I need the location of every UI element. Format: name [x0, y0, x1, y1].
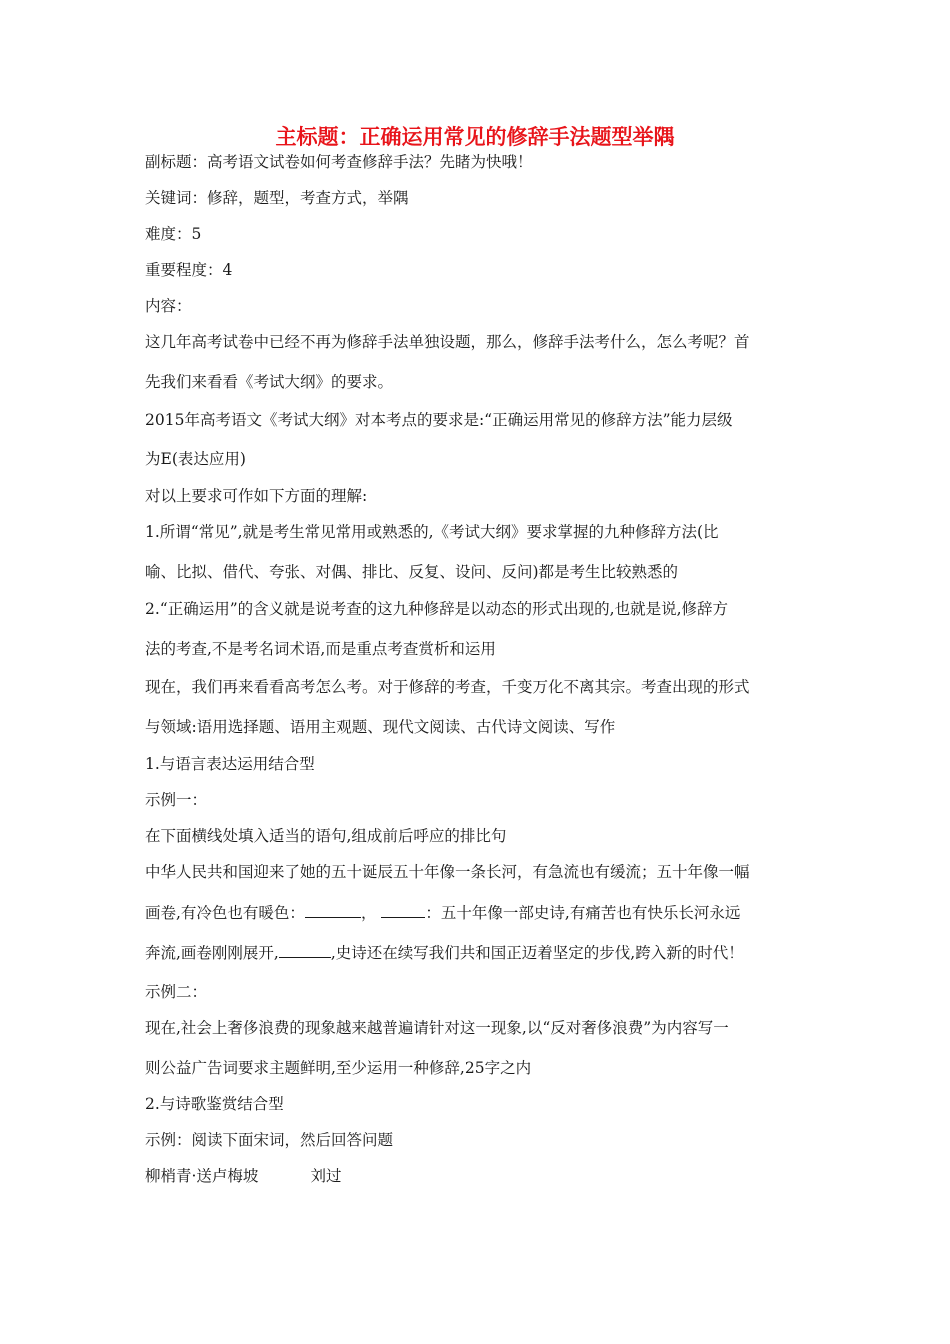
- paragraph-line: 法的考查,不是考名词术语,而是重点考查赏析和运用: [145, 640, 496, 658]
- paragraph-line: 喻、比拟、借代、夸张、对偶、排比、反复、设问、反问)都是考生比较熟悉的: [145, 563, 679, 581]
- paragraph-line: 先我们来看看《考试大纲》的要求。: [145, 373, 394, 391]
- paragraph-line: 这几年高考试卷中已经不再为修辞手法单独设题，那么，修辞手法考什么，怎么考呢？首: [145, 333, 750, 351]
- paragraph-line: 2015年高考语文《考试大纲》对本考点的要求是:“正确运用常见的修辞方法”能力层级: [145, 411, 733, 429]
- content-label: 内容：: [145, 297, 192, 315]
- poem-heading: [145, 1166, 341, 1186]
- answer-blank: [381, 903, 425, 918]
- example-label: 示例：阅读下面宋词，然后回答问题: [145, 1131, 394, 1149]
- main-title: 主标题：正确运用常见的修辞手法题型举隅: [275, 125, 675, 149]
- paragraph-line: 现在，我们再来看看高考怎么考。对于修辞的考查，千变万化不离其宗。考查出现的形式: [145, 678, 750, 696]
- paragraph-line: 与领域:语用选择题、语用主观题、现代文阅读、古代诗文阅读、写作: [145, 718, 616, 736]
- instruction-line: 现在,社会上奢侈浪费的现象越来越普遍请针对这一现象,以“反对奢侈浪费”为内容写一: [145, 1019, 729, 1037]
- answer-blank: [279, 943, 331, 958]
- instruction-line: 在下面横线处填入适当的语句,组成前后呼应的排比句: [145, 827, 507, 845]
- passage-text: ,史诗还在续写我们共和国正迈着坚定的步伐,跨入新的时代！: [330, 944, 744, 962]
- passage-text: 画卷,有冷色也有暖色：: [145, 904, 305, 922]
- paragraph-line: 对以上要求可作如下方面的理解:: [145, 487, 368, 505]
- difficulty-line: 难度：5: [145, 225, 202, 243]
- paragraph-line: 2.“正确运用”的含义就是说考查的这九种修辞是以动态的形式出现的,也就是说,修辞方: [145, 600, 728, 618]
- instruction-line: 则公益广告词要求主题鲜明,至少运用一种修辞,25字之内: [145, 1059, 532, 1077]
- example-label: 示例二：: [145, 983, 208, 1001]
- poem-title: 柳梢青·送卢梅坡: [145, 1167, 259, 1185]
- keywords-line: 关键词：修辞，题型，考查方式，举隅: [145, 189, 409, 207]
- paragraph-line: 1.所谓“常见”,就是考生常见常用或熟悉的,《考试大纲》要求掌握的九种修辞方法(比: [145, 523, 719, 541]
- passage-line-with-blanks: [145, 903, 740, 923]
- example-label: 示例一：: [145, 791, 208, 809]
- section-heading: 1.与语言表达运用结合型: [145, 755, 315, 773]
- passage-line: 中华人民共和国迎来了她的五十诞辰五十年像一条长河，有急流也有缓流；五十年像一幅: [145, 863, 750, 881]
- passage-text: 奔流,画卷刚刚展开,: [145, 944, 279, 962]
- paragraph-line: 为E(表达应用): [145, 450, 246, 468]
- passage-text: ，: [360, 904, 377, 922]
- poem-author: 刘过: [310, 1167, 342, 1185]
- subtitle-line: 副标题：高考语文试卷如何考查修辞手法？先睹为快哦！: [145, 153, 533, 171]
- passage-text: ：五十年像一部史诗,有痛苦也有快乐长河永远: [425, 904, 741, 922]
- importance-line: 重要程度：4: [145, 261, 233, 279]
- passage-line-with-blanks: [145, 943, 744, 963]
- answer-blank: [305, 903, 361, 918]
- section-heading: 2.与诗歌鉴赏结合型: [145, 1095, 284, 1113]
